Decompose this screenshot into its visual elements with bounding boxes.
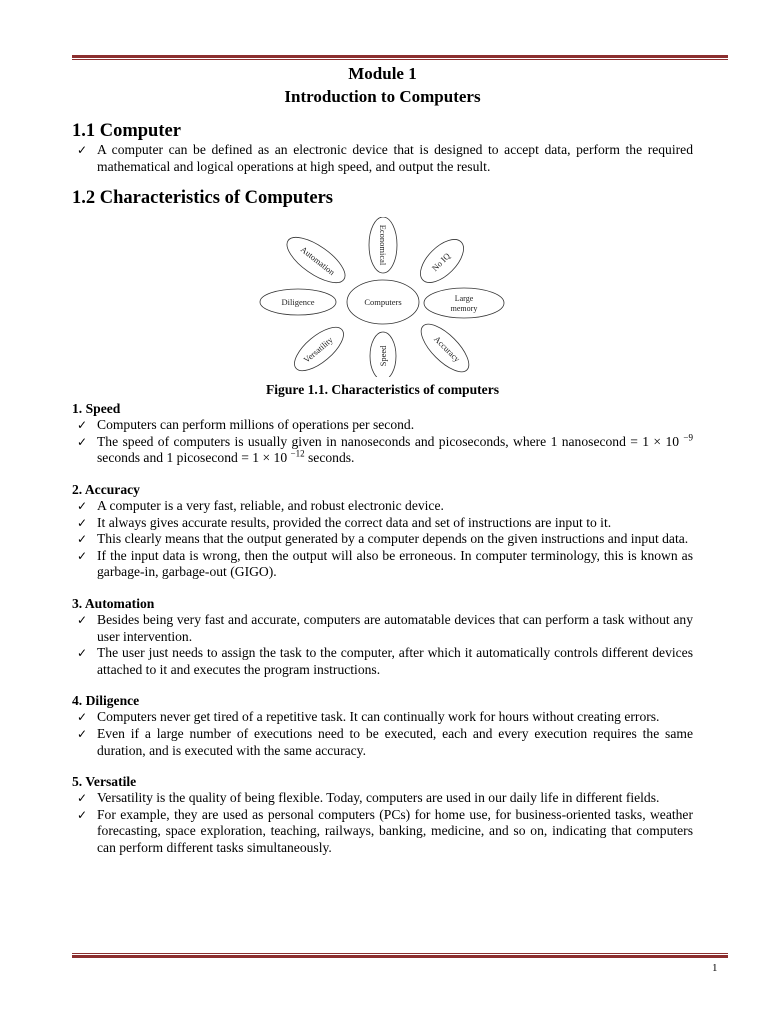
subsection-title-speed: 1. Speed — [72, 401, 121, 417]
petal-large-memory — [424, 288, 504, 318]
subsection-title-accuracy: 2. Accuracy — [72, 481, 140, 497]
center-label: Computers — [363, 297, 402, 308]
list-item: ✓ Versatility is the quality of being flexible. Today, computers are used in our daily life in different fields. — [72, 790, 693, 807]
speed-list — [72, 417, 693, 467]
footer-rule — [72, 953, 728, 958]
list-item: ✓ A computer can be defined as an electronic device that is designed to accept data, perform the required mathematical and logical operations at high speed, and output the result. — [72, 142, 693, 175]
versatile-list — [72, 790, 693, 856]
list-item: ✓ Besides being very fast and accurate, computers are automatable devices that can perform a task without any user intervention. — [72, 612, 693, 645]
speed-text-part: seconds and 1 picosecond = 1 × 10 — [97, 450, 291, 466]
page-number: 1 — [712, 962, 718, 974]
exponent: −12 — [290, 448, 305, 459]
list-item: ✓ Computers can perform millions of operations per second. — [72, 417, 693, 434]
figure-caption: Figure 1.1. Characteristics of computers — [265, 382, 500, 398]
header-rule — [72, 55, 728, 60]
list-item: ✓ If the input data is wrong, then the output will also be erroneous. In computer terminology, this is known as garbage-in, garbage-out (GIGO). — [72, 548, 693, 581]
page-content — [72, 62, 693, 856]
petal-label-diligence: Diligence — [280, 297, 315, 308]
automation-list — [72, 612, 693, 678]
subsection-title-automation: 3. Automation — [72, 595, 155, 611]
list-item: ✓ This clearly means that the output generated by a computer depends on the given instructions and input data. — [72, 531, 693, 548]
module-title: Module 1 — [348, 64, 417, 83]
section-heading-computer: 1.1 Computer — [72, 121, 181, 141]
list-item: ✓ The user just needs to assign the task to the computer, after which it automatically controls different devices attached to it and executes the program instructions. — [72, 645, 693, 678]
exponent: −9 — [683, 432, 693, 443]
petal-label-economical: Economical — [377, 224, 388, 266]
petal-label-large: Large — [454, 294, 473, 304]
list-item: ✓ Even if a large number of executions need to be executed, each and every execution requires the same duration, and is executed with the same accuracy. — [72, 726, 693, 759]
speed-text-part: seconds. — [304, 450, 355, 466]
list-item: ✓ Computers never get tired of a repetitive task. It can continually work for hours without creating errors. — [72, 709, 693, 726]
diligence-list — [72, 709, 693, 759]
module-subtitle: Introduction to Computers — [284, 87, 481, 106]
petal-label-no-iq: No IQ — [429, 250, 452, 274]
petal-label-versatility: Versatility — [300, 334, 335, 365]
list-item — [72, 434, 693, 467]
subsection-title-diligence: 4. Diligence — [72, 693, 140, 709]
list-item: ✓ For example, they are used as personal computers (PCs) for home use, for business-oriented tasks, weather forecasting, space exploration, teaching, railways, banking, medicine, and so on, indicating that computers can perform different tasks simultaneously. — [72, 807, 693, 857]
section-heading-characteristics: 1.2 Characteristics of Computers — [72, 188, 333, 209]
characteristics-diagram — [258, 217, 508, 377]
speed-text-part: The speed of computers is usually given in nanoseconds and picoseconds, where 1 nanosecond = 1 × 10 — [97, 433, 684, 449]
accuracy-list — [72, 498, 693, 581]
petal-label-memory: memory — [450, 304, 477, 314]
petal-label-speed: Speed — [377, 345, 388, 367]
subsection-title-versatile: 5. Versatile — [72, 774, 137, 790]
petal-label-accuracy: Accuracy — [431, 334, 462, 365]
list-item: ✓ A computer is a very fast, reliable, and robust electronic device. — [72, 498, 693, 515]
computer-definition-list — [72, 142, 693, 175]
list-item: ✓ It always gives accurate results, provided the correct data and set of instructions are input to it. — [72, 515, 693, 532]
petal-label-automation: Automation — [298, 244, 337, 278]
